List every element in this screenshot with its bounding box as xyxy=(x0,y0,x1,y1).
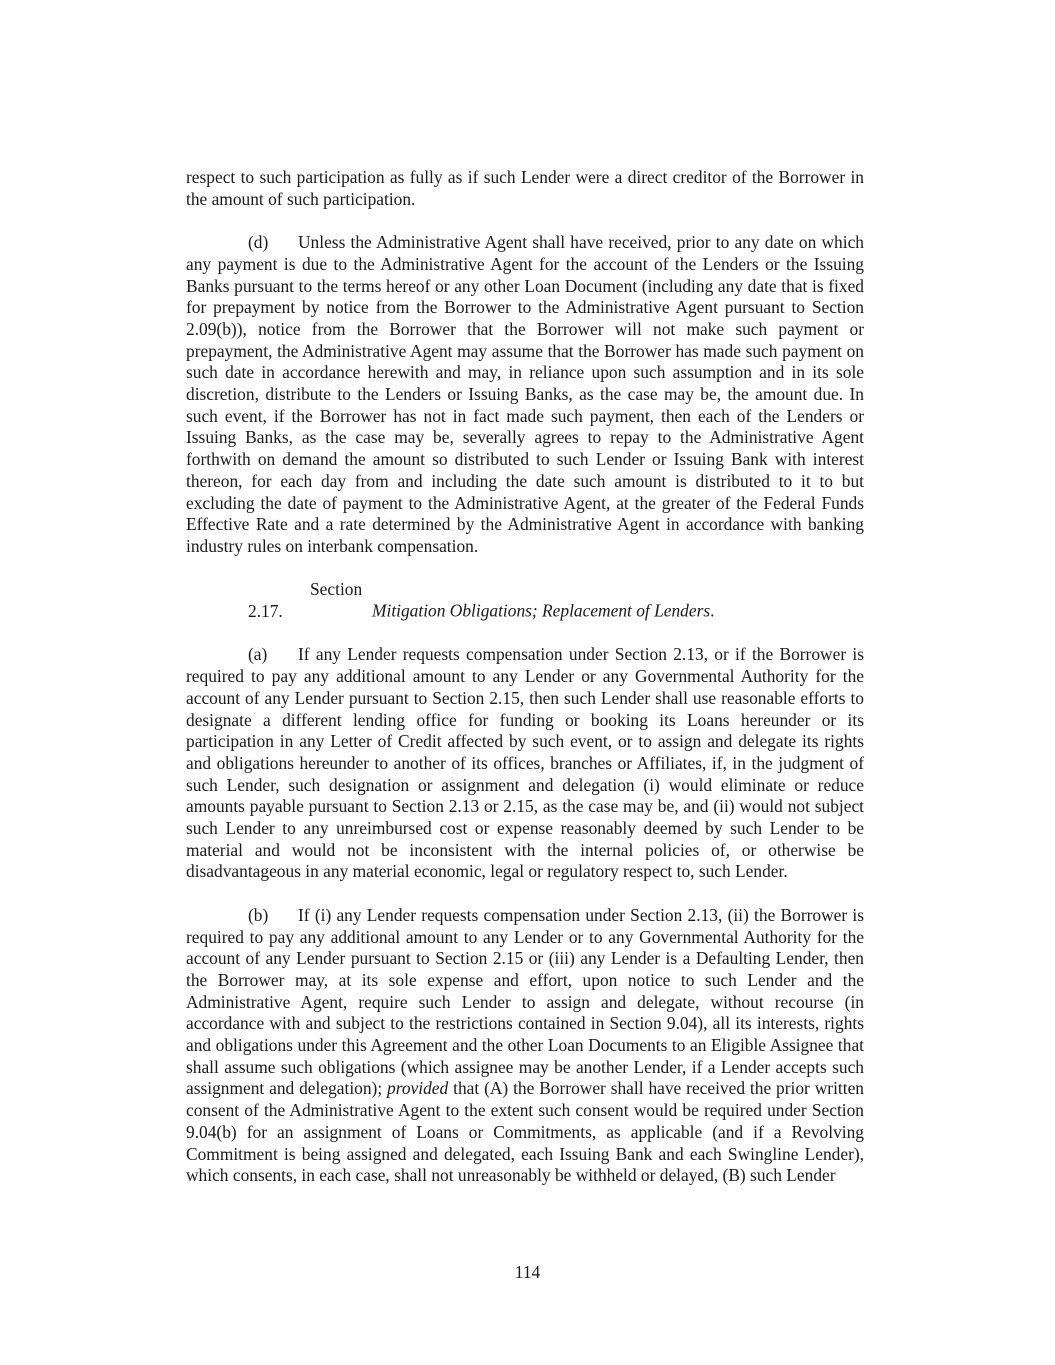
paragraph-b-provided: provided xyxy=(387,1078,449,1099)
paragraph-d-label: (d) xyxy=(248,232,269,253)
paragraph-d xyxy=(186,232,864,558)
paragraph-b-text-after: that (A) the Borrower shall have received the prior written consent of the Administrative Agent to the extent such consent would be required under Section 9.04(b) for an assignment of Loans or Commitments, as applicable (and if a Revolving Commitment is being assigned and delegated, each Issuing Bank and each Swingline Lender), which consents, in each case, shall not unreasonably be withheld or delayed, (B) such Lender xyxy=(186,1078,864,1186)
paragraph-a-text: If any Lender requests compensation under Section 2.13, or if the Borrower is required to pay any additional amount to any Lender or any Governmental Authority for the account of any Lender pursuant to Section 2.15, then such Lender shall use reasonable efforts to designate a different lending office for funding or booking its Loans hereunder or its participation in any Letter of Credit affected by such event, or to assign and delegate its rights and obligations hereunder to another of its offices, branches or Affiliates, if, in the judgment of such Lender, such designation or assignment and delegation (i) would eliminate or reduce amounts payable pursuant to Section 2.13 or 2.15, as the case may be, and (ii) would not subject such Lender to any unreimbursed cost or expense reasonably deemed by such Lender to be material and would not be inconsistent with the internal policies of, or otherwise be disadvantageous in any material economic, legal or regulatory respect to, such Lender. xyxy=(186,644,864,882)
continuation-paragraph xyxy=(186,167,864,210)
paragraph-a-label: (a) xyxy=(248,644,268,665)
paragraph-b-text-before: If (i) any Lender requests compensation under Section 2.13, (ii) the Borrower is required to pay any additional amount to any Lender or to any Governmental Authority for the account of any Lender pursuant to Section 2.15 or (iii) any Lender is a Defaulting Lender, then the Borrower may, at its sole expense and effort, upon notice to such Lender and the Administrative Agent, require such Lender to assign and delegate, without recourse (in accordance with and subject to the restrictions contained in Section 9.04), all its interests, rights and obligations under this Agreement and the other Loan Documents to an Eligible Assignee that shall assume such obligations (which assignee may be another Lender, if a Lender accepts such assignment and delegation); xyxy=(186,904,864,1099)
section-heading xyxy=(186,579,864,622)
continuation-text: respect to such participation as fully as if such Lender were a direct creditor of the Borrower in the amount of such participation. xyxy=(186,167,864,209)
paragraph-d-text: Unless the Administrative Agent shall have received, prior to any date on which any payment is due to the Administrative Agent for the account of the Lenders or the Issuing Banks pursuant to the terms hereof or any other Loan Document (including any date that is fixed for prepayment by notice from the Borrower to the Administrative Agent pursuant to Section 2.09(b)), notice from the Borrower that the Borrower will not make such payment or prepayment, the Administrative Agent may assume that the Borrower has made such payment on such date in accordance herewith and may, in reliance upon such assumption and in its sole discretion, distribute to the Lenders or Issuing Banks, as the case may be, the amount due. In such event, if the Borrower has not in fact made such payment, then each of the Lenders or Issuing Banks, as the case may be, severally agrees to repay to the Administrative Agent forthwith on demand the amount so distributed to such Lender or Issuing Bank with interest thereon, for each day from and including the date such amount is distributed to it to but excluding the date of payment to the Administrative Agent, at the greater of the Federal Funds Effective Rate and a rate determined by the Administrative Agent in accordance with banking industry rules on interbank compensation. xyxy=(186,232,864,556)
paragraph-b-label: (b) xyxy=(248,904,269,925)
section-number: Section 2.17. xyxy=(248,579,363,622)
paragraph-b xyxy=(186,905,864,1187)
section-title-end: . xyxy=(710,601,715,622)
paragraph-a xyxy=(186,644,864,883)
section-title: Mitigation Obligations; Replacement of Lenders xyxy=(372,601,711,622)
document-body xyxy=(186,167,864,1209)
page-number: 114 xyxy=(514,1262,541,1282)
